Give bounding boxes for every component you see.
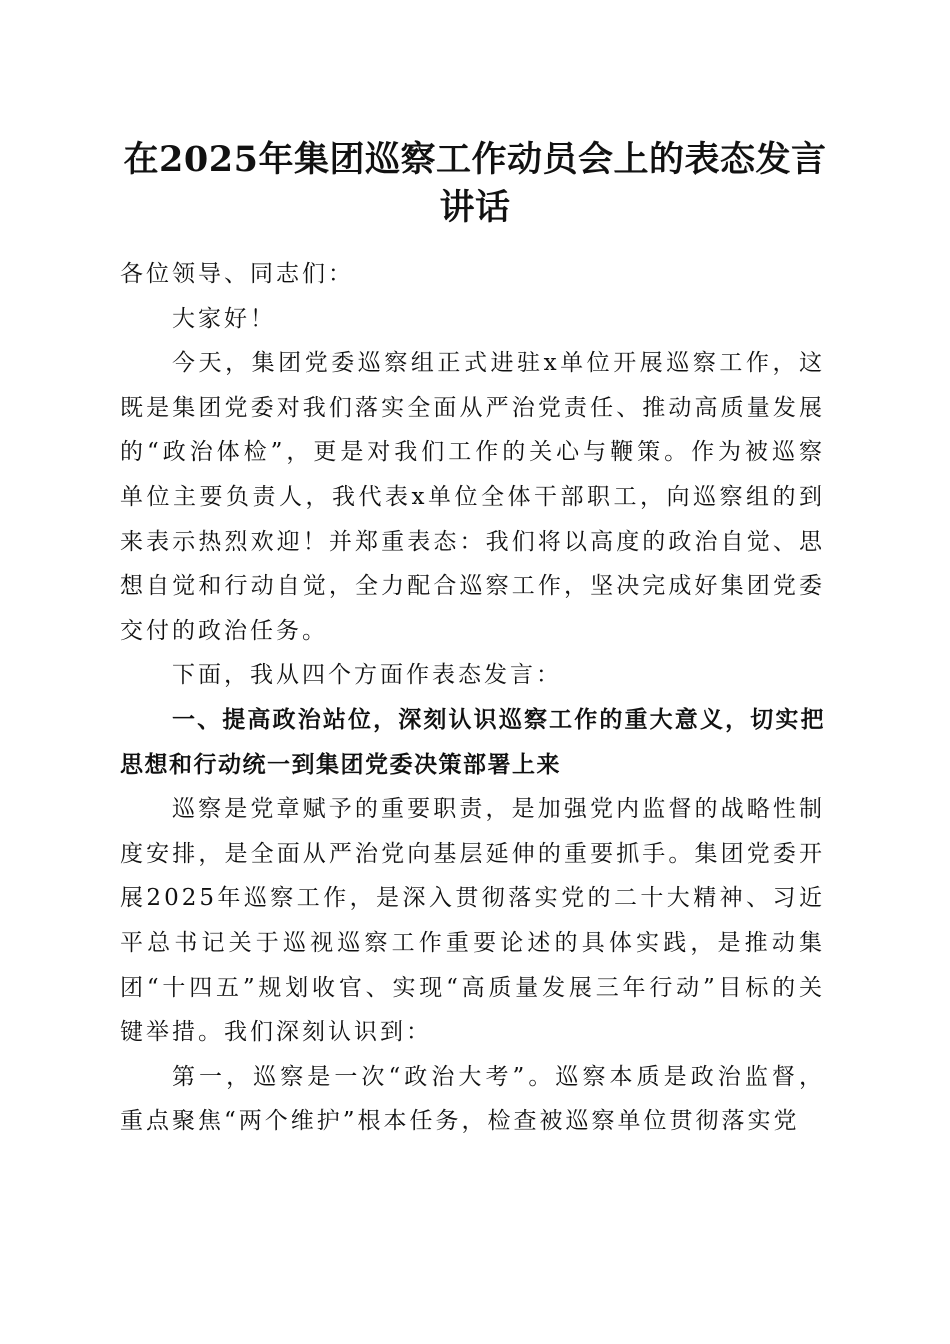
body-paragraph: 今天，集团党委巡察组正式进驻x单位开展巡察工作，这既是集团党委对我们落实全面从严治党责任、推动高质量发展的“政治体检”，更是对我们工作的关心与鞭策。作为被巡察单位主要负责人，我代表x单位全体干部职工，向巡察组的到来表示热烈欢迎！并郑重表态：我们将以高度的政治自觉、思想自觉和行动自觉，全力配合巡察工作，坚决完成好集团党委交付的政治任务。 — [120, 350, 825, 644]
section-heading: 一、提高政治站位，深刻认识巡察工作的重大意义，切实把思想和行动统一到集团党委决策部署上来 — [120, 706, 825, 778]
body-paragraph: 下面，我从四个方面作表态发言： — [172, 662, 562, 689]
document-body — [120, 252, 825, 1144]
salutation: 各位领导、同志们： — [120, 261, 354, 287]
body-paragraph: 第一，巡察是一次“政治大考”。巡察本质是政治监督，重点聚焦“两个维护”根本任务，检查被巡察单位贯彻落实党 — [120, 1063, 825, 1135]
document-title: 在2025年集团巡察工作动员会上的表态发言讲话 — [123, 139, 827, 228]
body-paragraph: 巡察是党章赋予的重要职责，是加强党内监督的战略性制度安排，是全面从严治党向基层延伸的重要抓手。集团党委开展2025年巡察工作，是深入贯彻落实党的二十大精神、习近平总书记关于巡视巡察工作重要论述的具体实践，是推动集团“十四五”规划收官、实现“高质量发展三年行动”目标的关键举措。我们深刻认识到： — [120, 796, 825, 1046]
greeting: 大家好！ — [172, 305, 276, 332]
